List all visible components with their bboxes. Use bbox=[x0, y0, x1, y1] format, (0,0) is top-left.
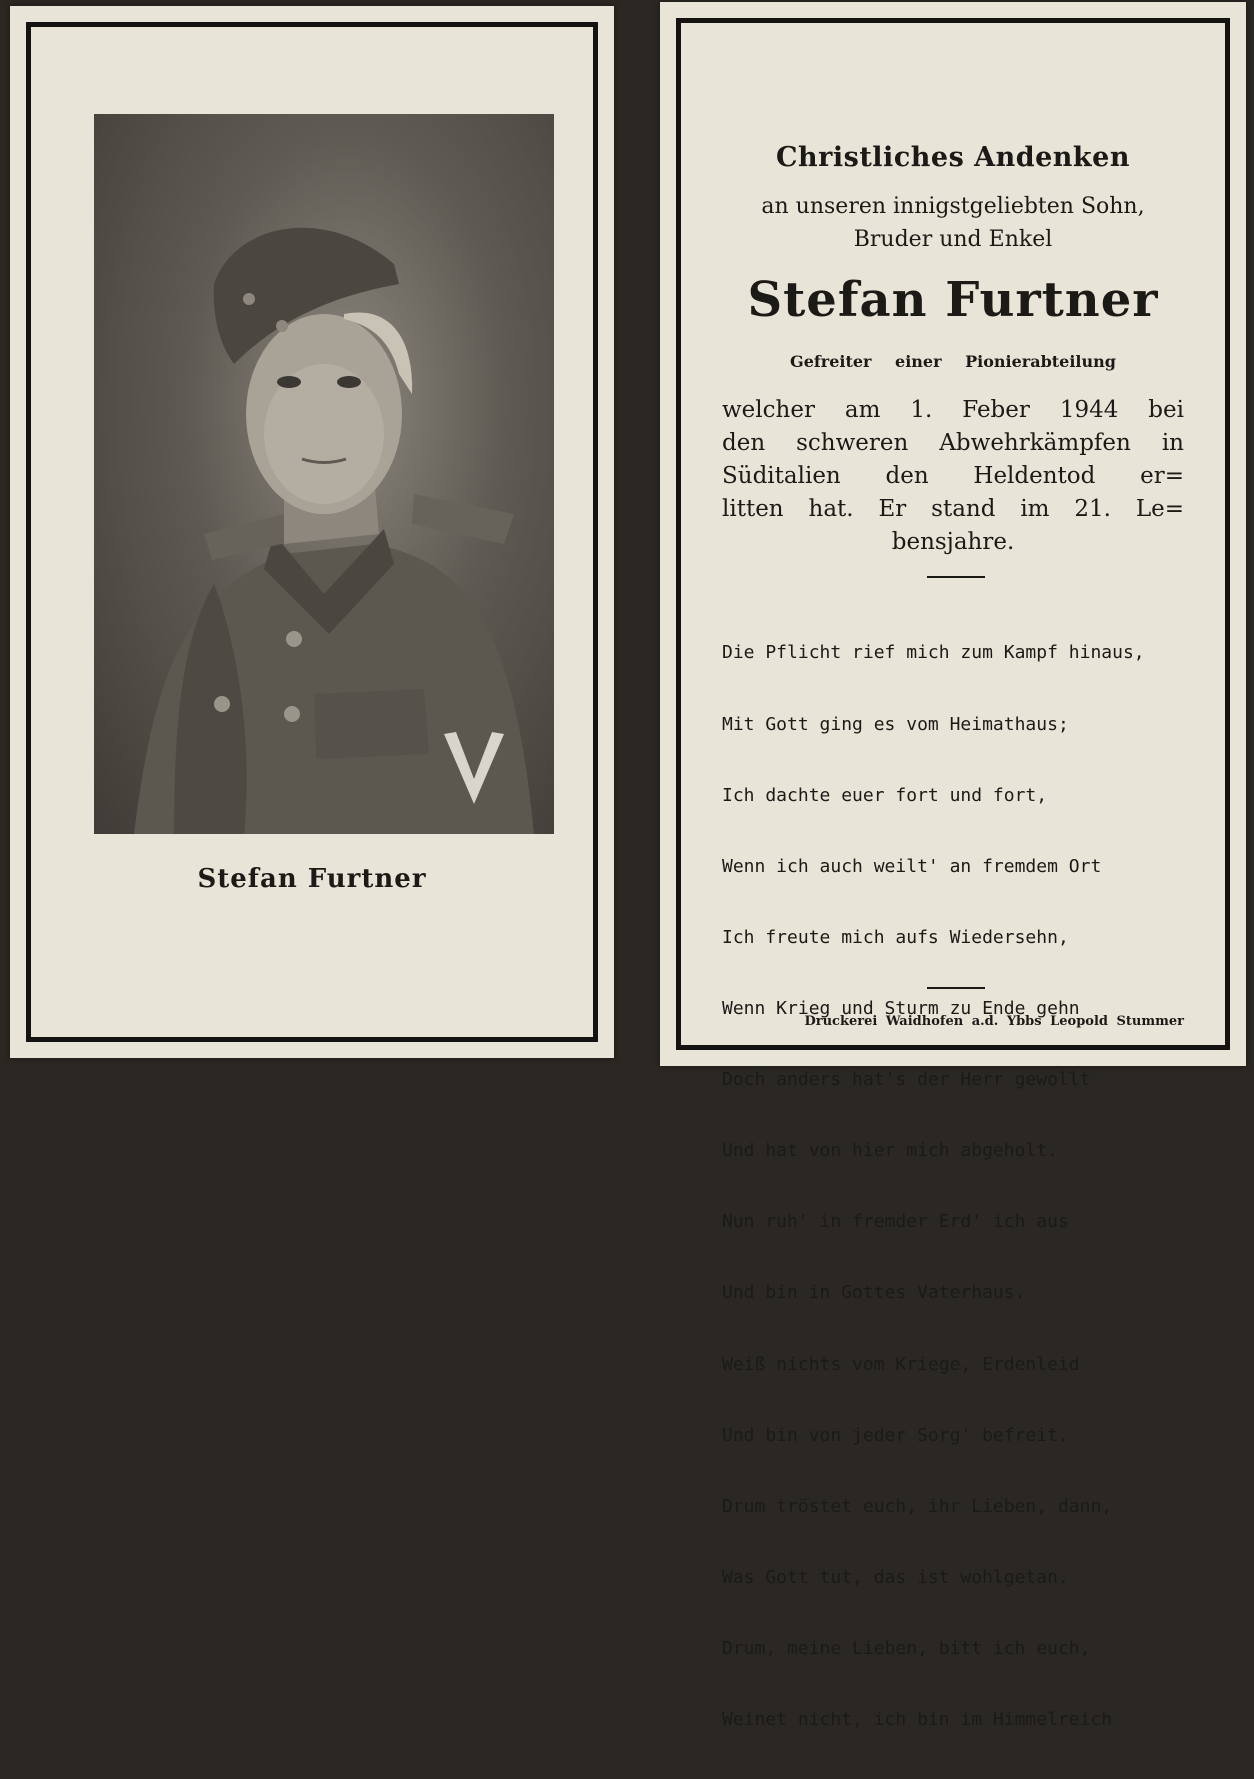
poem-line: Und bin von jeder Sorg' befreit. bbox=[722, 1424, 1069, 1446]
biography-text bbox=[722, 394, 1184, 559]
poem-line: Weiß nichts vom Kriege, Erdenleid bbox=[722, 1353, 1080, 1375]
dedication-line: an unseren innigstgeliebten Sohn, bbox=[761, 194, 1145, 219]
divider-rule bbox=[927, 576, 985, 578]
military-rank: Gefreiter einer Pionierabteilung bbox=[790, 352, 1116, 371]
poem-line: Drum, meine Lieben, bitt ich euch, bbox=[722, 1637, 1091, 1659]
poem-line: Ich freute mich aufs Wiedersehn, bbox=[722, 926, 1069, 948]
poem-line: Drum tröstet euch, ihr Lieben, dann, bbox=[722, 1495, 1113, 1517]
left-memorial-card bbox=[10, 6, 614, 1058]
poem-line: Was Gott tut, das ist wohlgetan. bbox=[722, 1566, 1069, 1588]
poem-line: Ich dachte euer fort und fort, bbox=[722, 784, 1048, 806]
memorial-poem bbox=[722, 594, 1184, 1779]
poem-line: Nun ruh' in fremder Erd' ich aus bbox=[722, 1211, 1069, 1233]
biography-line: litten hat. Er stand im 21. Le= bbox=[722, 496, 1184, 522]
soldier-portrait-icon bbox=[94, 114, 554, 834]
poem-line: Wenn Krieg und Sturm zu Ende gehn bbox=[722, 997, 1080, 1019]
poem-line: Mit Gott ging es vom Heimathaus; bbox=[722, 713, 1069, 735]
poem-line: Doch anders hat's der Herr gewollt bbox=[722, 1069, 1091, 1091]
divider-rule bbox=[927, 987, 985, 989]
poem-line: Die Pflicht rief mich zum Kampf hinaus, bbox=[722, 642, 1145, 664]
biography-line: bensjahre. bbox=[891, 529, 1015, 555]
poem-line: Und hat von hier mich abgeholt. bbox=[722, 1140, 1058, 1162]
card-heading: Christliches Andenken bbox=[776, 142, 1130, 173]
dedication-line: Bruder und Enkel bbox=[853, 227, 1053, 252]
printer-imprint: Druckerei Waidhofen a.d. Ybbs Leopold Stummer bbox=[804, 1014, 1184, 1029]
biography-line: den schweren Abwehrkämpfen in bbox=[722, 430, 1184, 456]
dedication-subheading bbox=[722, 190, 1184, 256]
poem-line: Wenn ich auch weilt' an fremdem Ort bbox=[722, 855, 1102, 877]
right-memorial-card bbox=[660, 2, 1246, 1731]
deceased-name: Stefan Furtner bbox=[747, 272, 1159, 328]
poem-line: Weinet nicht, ich bin im Himmelreich bbox=[722, 1709, 1113, 1731]
portrait-caption: Stefan Furtner bbox=[197, 864, 427, 894]
poem-line: Und bin in Gottes Vaterhaus. bbox=[722, 1282, 1026, 1304]
biography-line: Süditalien den Heldentod er= bbox=[722, 463, 1184, 489]
portrait-photo bbox=[94, 114, 554, 834]
biography-line: welcher am 1. Feber 1944 bei bbox=[722, 397, 1184, 423]
